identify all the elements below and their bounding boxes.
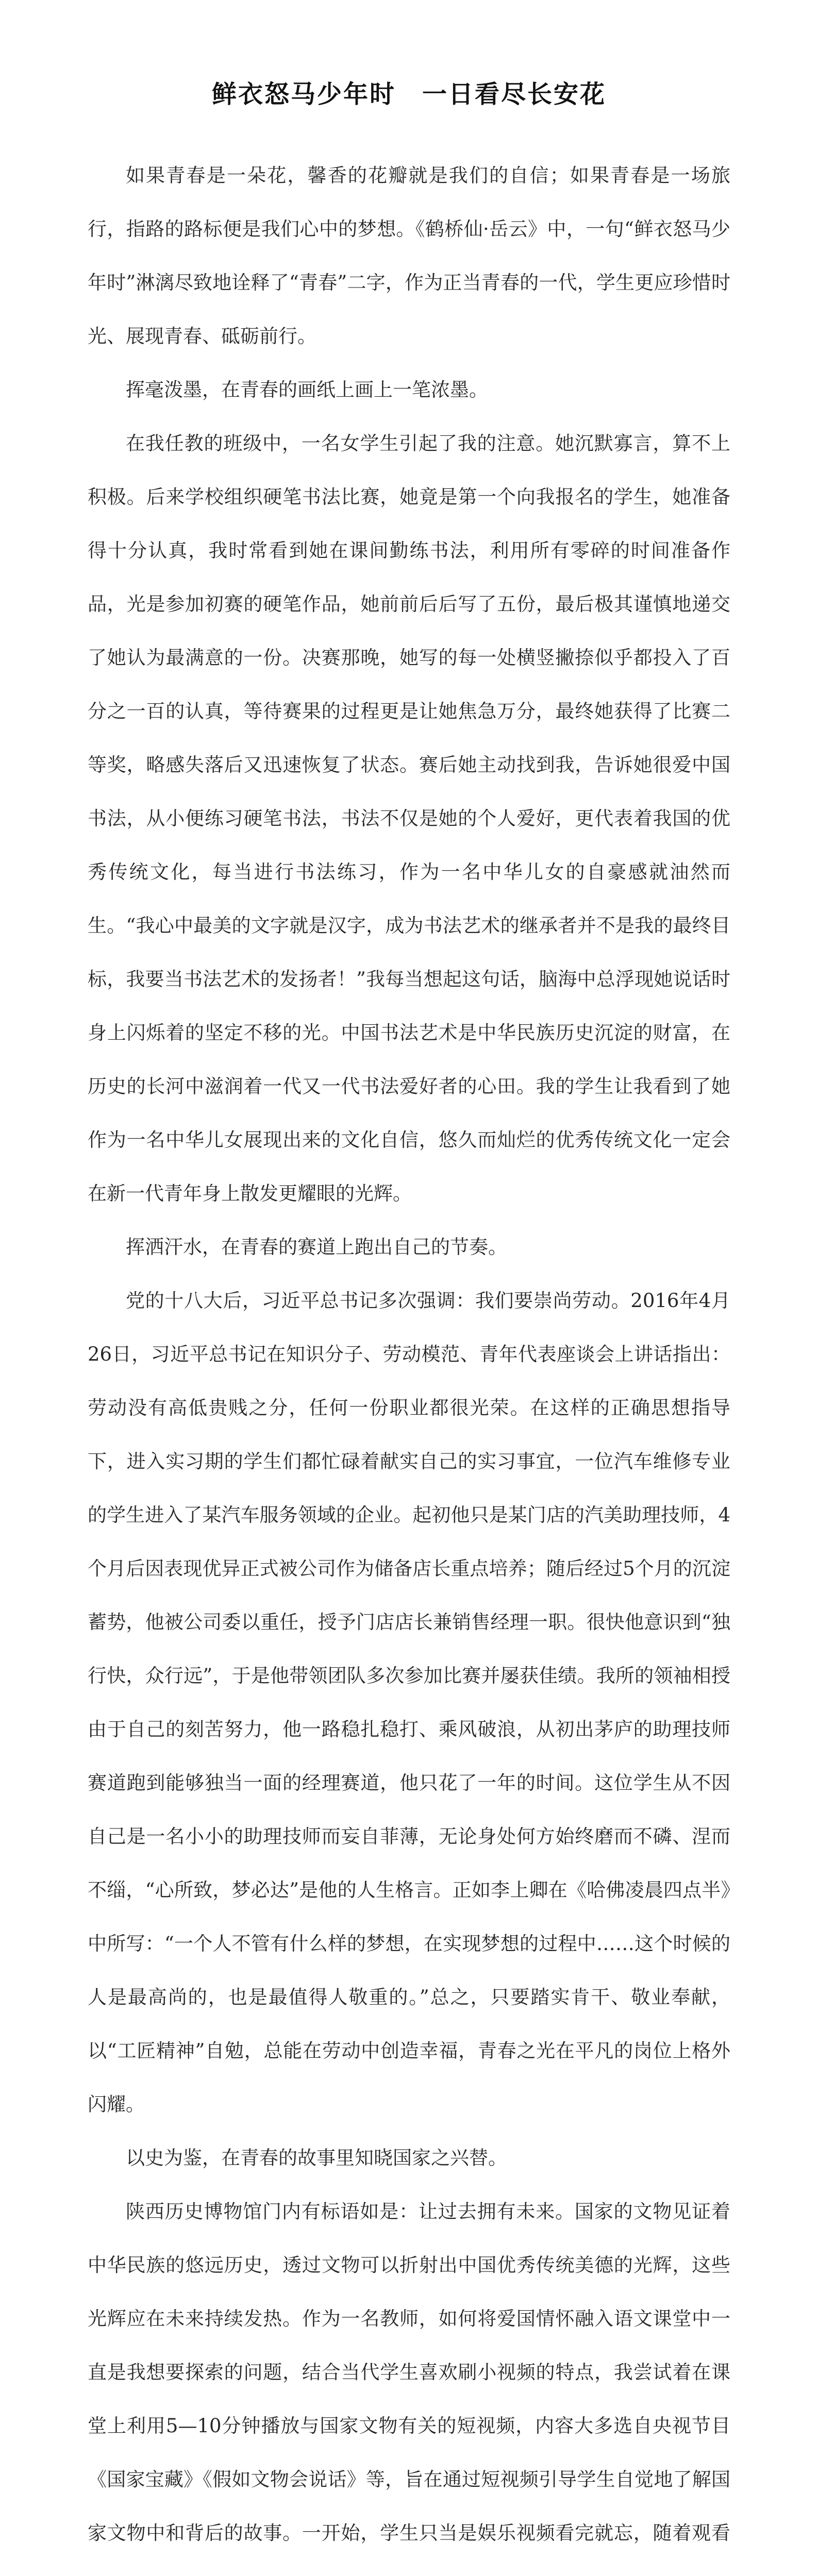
section-heading-history: 以史为鉴，在青春的故事里知晓国家之兴替。 bbox=[126, 2147, 507, 2170]
paragraph-labor-story: 党的十八大后，习近平总书记多次强调：我们要崇尚劳动。2016年4月26日，习近平总书记在知识分子、劳动模范、青年代表座谈会上讲话指出：劳动没有高低贵贱之分，任何一份职业都很光荣。在这样的正确思想指导下，进入实习期的学生们都忙碌着献实自己的实习事宜，一位汽车维修专业的学生进入了某汽车服务领域的企业。起初他只是某门店的汽美助理技师，4个月后因表现优异正式被公司作为储备店长重点培养；随后经过5个月的沉淀蓄势，他被公司委以重任，授予门店店长兼销售经理一职。很快他意识到“独行快，众行远”，于是他带领团队多次参加比赛并屡获佳绩。我所的领袖相授由于自己的刻苦努力，他一路稳扎稳打、乘风破浪，从初出茅庐的助理技师赛道跑到能够独当一面的经理赛道，他只花了一年的时间。这位学生从不因自己是一名小小的助理技师而妄自菲薄，无论身处何方始终磨而不磷、涅而不缁，“心所致，梦必达”是他的人生格言。正如李上卿在《哈佛凌晨四点半》中所写：“一个人不管有什么样的梦想，在实现梦想的过程中……这个时候的人是最高尚的，也是最值得人敬重的。”总之，只要踏实肯干、敬业奉献，以“工匠精神”自勉，总能在劳动中创造幸福，青春之光在平凡的岗位上格外闪耀。 bbox=[88, 1290, 730, 2116]
paragraph-intro: 如果青春是一朵花，馨香的花瓣就是我们的自信；如果青春是一场旅行，指路的路标便是我们心中的梦想。《鹤桥仙·岳云》中，一句“鲜衣怒马少年时”淋漓尽致地诠释了“青春”二字，作为正当青春的一代，学生更应珍惜时光、展现青春、砥砺前行。 bbox=[88, 164, 730, 348]
section-heading-labor: 挥洒汗水，在青春的赛道上跑出自己的节奏。 bbox=[126, 1236, 507, 1259]
paragraph-history-story: 陕西历史博物馆门内有标语如是：让过去拥有未来。国家的文物见证着中华民族的悠远历史，透过文物可以折射出中国优秀传统美德的光辉，这些光辉应在未来持续发热。作为一名教师，如何将爱国情怀融入语文课堂中一直是我想要探索的问题，结合当代学生喜欢刷小视频的特点，我尝试着在课堂上利用5—10分钟播放与国家文物有关的短视频，内容大多选自央视节目《国家宝藏》《假如文物会说话》等，旨在通过短视频引导学生自觉地了解国家文物中和背后的故事。一开始，学生只当是娱乐视频看完就忘，随着观看 bbox=[88, 2200, 730, 2545]
paragraph-calligraphy-story: 在我任教的班级中，一名女学生引起了我的注意。她沉默寡言，算不上积极。后来学校组织硬笔书法比赛，她竟是第一个向我报名的学生，她准备得十分认真，我时常看到她在课间勤练书法，利用所有零碎的时间准备作品，光是参加初赛的硬笔作品，她前前后后写了五份，最后极其谨慎地递交了她认为最满意的一份。决赛那晚，她写的每一处横竖撇捺似乎都投入了百分之一百的认真，等待赛果的过程更是让她焦急万分，最终她获得了比赛二等奖，略感失落后又迅速恢复了状态。赛后她主动找到我，告诉她很爱中国书法，从小便练习硬笔书法，书法不仅是她的个人爱好，更代表着我国的优秀传统文化，每当进行书法练习，作为一名中华儿女的自豪感就油然而生。“我心中最美的文字就是汉字，成为书法艺术的继承者并不是我的最终目标，我要当书法艺术的发扬者！”我每当想起这句话，脑海中总浮现她说话时身上闪烁着的坚定不移的光。中国书法艺术是中华民族历史沉淀的财富，在历史的长河中滋润着一代又一代书法爱好者的心田。我的学生让我看到了她作为一名中华儿女展现出来的文化自信，悠久而灿烂的优秀传统文化一定会在新一代青年身上散发更耀眼的光辉。 bbox=[88, 432, 730, 1205]
section-heading-calligraphy: 挥毫泼墨，在青春的画纸上画上一笔浓墨。 bbox=[126, 379, 488, 401]
article-title: 鲜衣怒马少年时 一日看尽长安花 bbox=[211, 80, 606, 109]
